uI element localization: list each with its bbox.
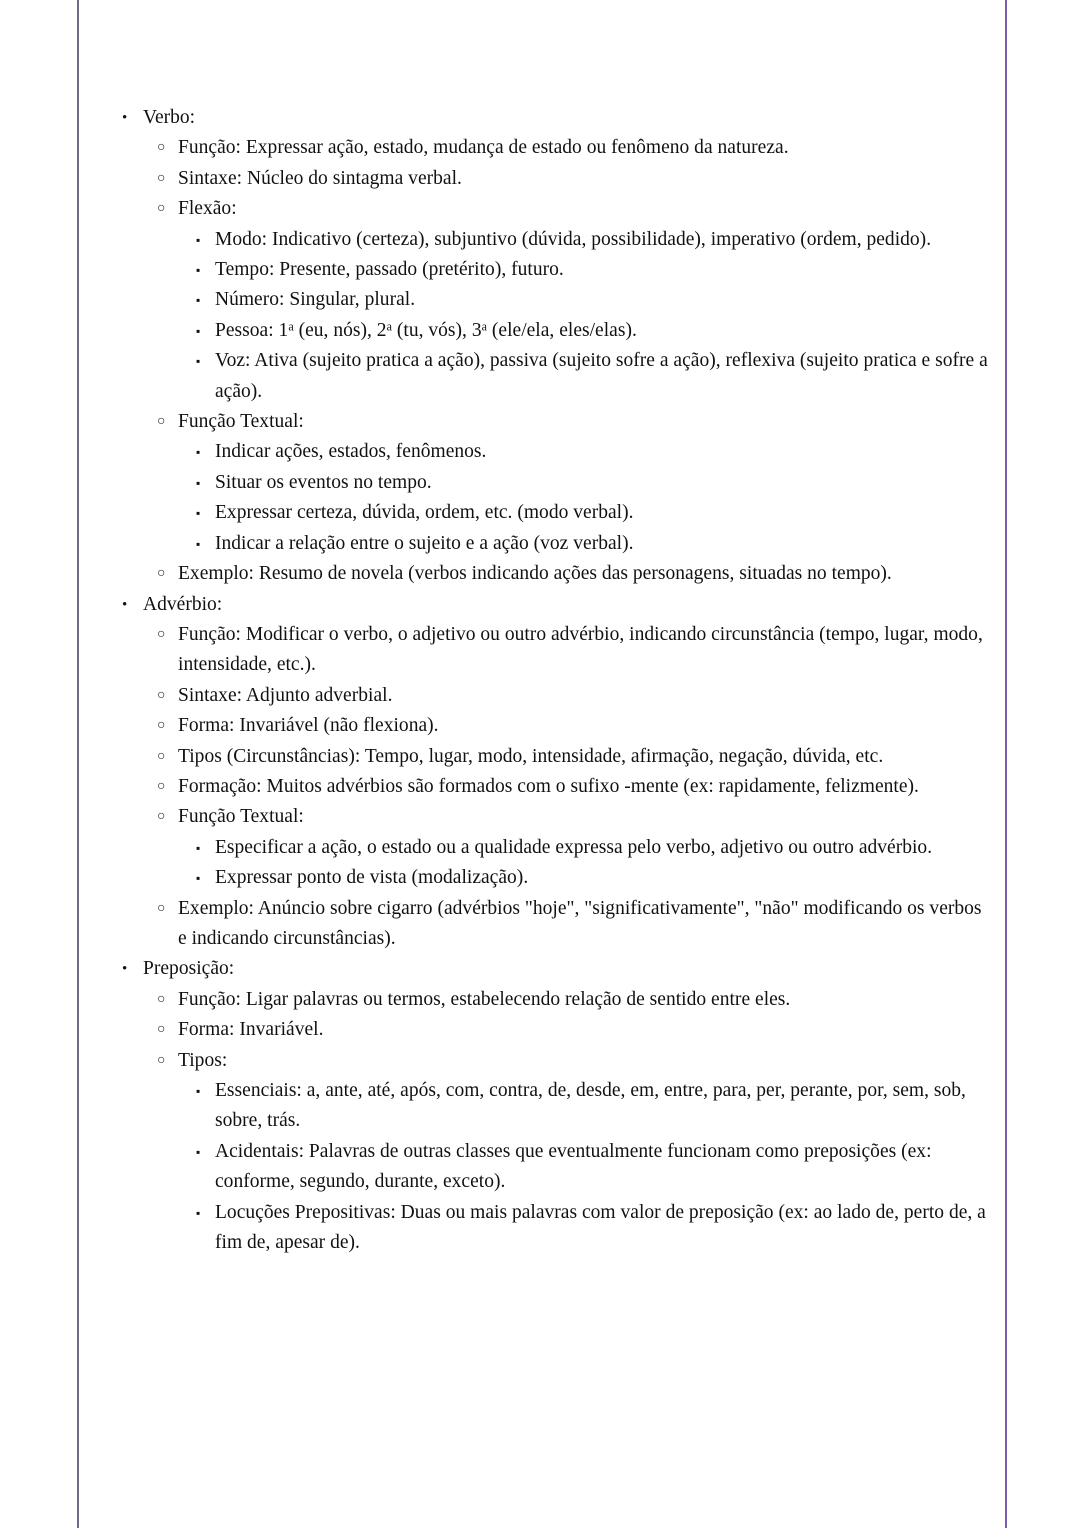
verbo-funcao-textual-heading-text: Função Textual: <box>178 411 304 433</box>
verbo-ft-indicar-acoes <box>0 437 1080 467</box>
preposicao-heading-text: Preposição: <box>143 958 235 980</box>
verbo-funcao-text: Função: Expressar ação, estado, mudança de estado ou fenômeno da natureza. <box>178 137 789 159</box>
preposicao-locucoes-text: Locuções Prepositivas: Duas ou mais palavras com valor de preposição (ex: ao lado de, perto de, a fim de, apesar de). <box>215 1201 986 1254</box>
bullet-level-3-icon: ▪ <box>196 445 201 460</box>
adverbio-funcao <box>0 620 1080 681</box>
preposicao-tipos-heading-text: Tipos: <box>178 1049 228 1071</box>
preposicao-essenciais <box>0 1076 1080 1137</box>
verbo-sintaxe-text: Sintaxe: Núcleo do sintagma verbal. <box>178 167 462 189</box>
adverbio-forma-text: Forma: Invariável (não flexiona). <box>178 715 439 737</box>
verbo-heading-text: Verbo: <box>143 107 196 128</box>
adverbio-ft-modalizacao-text: Expressar ponto de vista (modalização). <box>215 867 529 889</box>
bullet-level-2-icon: ○ <box>157 900 166 916</box>
bullet-level-3-icon: ▪ <box>196 263 201 278</box>
adverbio-formacao-text: Formação: Muitos advérbios são formados com o sufixo -mente (ex: rapidamente, felizmente). <box>178 775 919 797</box>
bullet-level-2-icon: ○ <box>157 687 166 703</box>
verbo-flexao-numero <box>0 285 1080 315</box>
bullet-level-3-icon: ▪ <box>196 506 201 521</box>
bullet-level-1-icon: • <box>122 110 128 126</box>
bullet-level-2-icon: ○ <box>157 170 166 186</box>
grammar-outline-list <box>0 103 1080 1258</box>
verbo-flexao-heading-text: Flexão: <box>178 198 237 220</box>
bullet-level-1-icon: • <box>122 961 128 978</box>
verbo-ft-situar-eventos <box>0 468 1080 498</box>
bullet-level-3-icon: ▪ <box>196 323 201 338</box>
bullet-level-2-icon: ○ <box>157 566 166 582</box>
verbo-flexao-heading <box>0 194 1080 224</box>
verbo-sintaxe <box>0 164 1080 194</box>
adverbio-forma <box>0 711 1080 741</box>
adverbio-ft-especificar-text: Especificar a ação, o estado ou a qualidade expressa pelo verbo, adjetivo ou outro advérbio. <box>215 836 933 858</box>
preposicao-funcao-text: Função: Ligar palavras ou termos, estabelecendo relação de sentido entre eles. <box>178 988 791 1010</box>
bullet-level-1-icon: • <box>122 596 128 613</box>
adverbio-funcao-textual-heading-text: Função Textual: <box>178 806 304 828</box>
verbo-exemplo-text: Exemplo: Resumo de novela (verbos indicando ações das personagens, situadas no tempo). <box>178 563 892 585</box>
verbo-ft-indicar-relacao <box>0 529 1080 559</box>
verbo-ft-expressar-certeza-text: Expressar certeza, dúvida, ordem, etc. (modo verbal). <box>215 502 634 524</box>
bullet-level-2-icon: ○ <box>157 626 166 642</box>
preposicao-acidentais-text: Acidentais: Palavras de outras classes que eventualmente funcionam como preposições (ex: conforme, segundo, durante, exceto). <box>215 1140 932 1193</box>
bullet-level-3-icon: ▪ <box>196 1084 201 1098</box>
preposicao-forma-text: Forma: Invariável. <box>178 1019 324 1041</box>
bullet-level-2-icon: ○ <box>157 140 166 156</box>
verbo-flexao-pessoa-text: Pessoa: 1$^a$ (eu, nós), 2$^a$ (tu, vós), 3$^a$ (ele/ela, eles/elas). <box>215 319 637 341</box>
verbo-flexao-voz-text: Voz: Ativa (sujeito pratica a ação), passiva (sujeito sofre a ação), reflexiva (sujeito pratica e sofre a ação). <box>215 350 988 402</box>
adverbio-exemplo <box>0 894 1080 955</box>
bullet-level-2-icon: ○ <box>157 1022 166 1038</box>
bullet-level-3-icon: ▪ <box>196 232 201 247</box>
verbo-flexao-tempo-text: Tempo: Presente, passado (pretérito), futuro. <box>215 259 564 281</box>
preposicao-essenciais-text: Essenciais: a, ante, até, após, com, contra, de, desde, em, entre, para, per, perante, por, sem, sob, sobre, trás. <box>215 1080 966 1132</box>
bullet-level-3-icon: ▪ <box>196 871 201 886</box>
preposicao-locucoes <box>0 1198 1080 1259</box>
adverbio-formacao <box>0 772 1080 802</box>
verbo-funcao-textual-heading <box>0 407 1080 437</box>
bullet-level-2-icon: ○ <box>157 201 166 217</box>
preposicao-acidentais <box>0 1137 1080 1198</box>
bullet-level-3-icon: ▪ <box>196 1144 201 1159</box>
adverbio-sintaxe <box>0 681 1080 711</box>
verbo-funcao <box>0 133 1080 163</box>
verbo-ft-expressar-certeza <box>0 498 1080 528</box>
bullet-level-2-icon: ○ <box>157 718 166 734</box>
bullet-level-2-icon: ○ <box>157 991 166 1007</box>
preposicao-forma <box>0 1015 1080 1045</box>
adverbio-funcao-text: Função: Modificar o verbo, o adjetivo ou outro advérbio, indicando circunstância (tempo, lugar, modo, intensidade, etc.). <box>178 623 983 676</box>
preposicao-tipos-heading <box>0 1046 1080 1076</box>
adverbio-tipos <box>0 742 1080 772</box>
verbo-ft-indicar-relacao-text: Indicar a relação entre o sujeito e a ação (voz verbal). <box>215 532 634 554</box>
adverbio-sintaxe-text: Sintaxe: Adjunto adverbial. <box>178 684 393 706</box>
adverbio-funcao-textual-heading <box>0 802 1080 832</box>
verbo-flexao-numero-text: Número: Singular, plural. <box>215 289 416 311</box>
adverbio-ft-modalizacao <box>0 863 1080 893</box>
verbo-flexao-tempo <box>0 255 1080 285</box>
bullet-level-2-icon: ○ <box>157 414 166 430</box>
bullet-level-2-icon: ○ <box>157 1052 166 1068</box>
bullet-level-3-icon: ▪ <box>196 475 201 490</box>
adverbio-heading <box>0 590 1080 620</box>
adverbio-ft-especificar <box>0 833 1080 863</box>
adverbio-heading-text: Advérbio: <box>143 593 223 615</box>
bullet-level-2-icon: ○ <box>157 809 166 825</box>
bullet-level-3-icon: ▪ <box>196 293 201 308</box>
bullet-level-3-icon: ▪ <box>196 1205 201 1220</box>
verbo-flexao-voz <box>0 346 1080 407</box>
bullet-level-2-icon: ○ <box>157 748 166 764</box>
bullet-level-3-icon: ▪ <box>196 354 201 369</box>
verbo-flexao-modo-text: Modo: Indicativo (certeza), subjuntivo (dúvida, possibilidade), imperativo (ordem, pedido). <box>215 228 932 250</box>
preposicao-heading <box>0 954 1080 984</box>
verbo-ft-indicar-acoes-text: Indicar ações, estados, fenômenos. <box>215 441 487 463</box>
verbo-heading <box>0 103 1080 133</box>
bullet-level-3-icon: ▪ <box>196 536 201 551</box>
adverbio-exemplo-text: Exemplo: Anúncio sobre cigarro (advérbios "hoje", "significativamente", "não" modificando os verbos e indicando circunstâncias). <box>178 897 982 949</box>
preposicao-funcao <box>0 985 1080 1015</box>
verbo-ft-situar-eventos-text: Situar os eventos no tempo. <box>215 471 432 493</box>
verbo-flexao-modo <box>0 225 1080 255</box>
verbo-flexao-pessoa <box>0 316 1080 346</box>
adverbio-tipos-text: Tipos (Circunstâncias): Tempo, lugar, modo, intensidade, afirmação, negação, dúvida, etc. <box>178 745 884 767</box>
bullet-level-3-icon: ▪ <box>196 840 201 855</box>
verbo-exemplo <box>0 559 1080 589</box>
bullet-level-2-icon: ○ <box>157 778 166 794</box>
